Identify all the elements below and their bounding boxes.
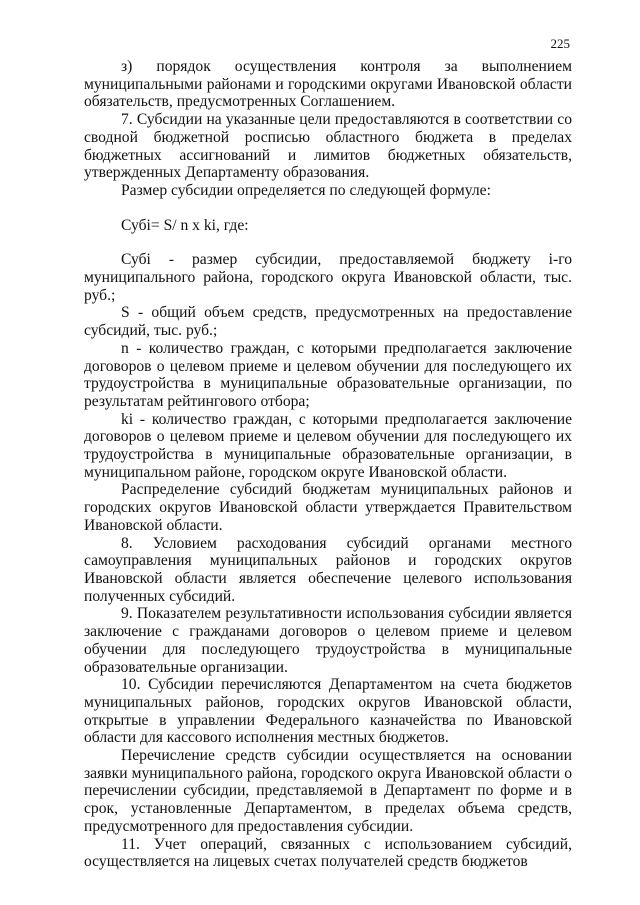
document-body [84, 58, 572, 871]
paragraph-7: 7. Субсидии на указанные цели предоставляются в соответствии со сводной бюджетной росписью областного бюджета в пределах бюджетных ассигнований и лимитов бюджетных обязательств, утвержденных Департаменту образования. [84, 111, 572, 182]
paragraph-8: 8. Условием расходования субсидий органами местного самоуправления муниципальных районов и городских округов Ивановской области является обеспечение целевого использования полученных субсидий. [84, 534, 572, 605]
definition-s: S - общий объем средств, предусмотренных на предоставление субсидий, тыс. руб.; [84, 304, 572, 340]
page-number: 225 [550, 36, 570, 51]
paragraph-10: 10. Субсидии перечисляются Департаментом на счета бюджетов муниципальных районов, городских округов Ивановской области, открытые в управлении Федерального казначейства по Ивановской области для кассового исполнения местных бюджетов. [84, 676, 572, 747]
paragraph-distribution: Распределение субсидий бюджетам муниципальных районов и городских округов Ивановской области утверждается Правительством Ивановской области. [84, 481, 572, 534]
definition-n: n - количество граждан, с которыми предполагается заключение договоров о целевом приеме и целевом обучении для последующего их трудоустройства в муниципальные образовательные организации, по результатам рейтингового отбора; [84, 339, 572, 410]
paragraph-item-z: з) порядок осуществления контроля за выполнением муниципальными районами и городскими округами Ивановской области обязательств, предусмотренных Соглашением. [84, 58, 572, 111]
paragraph-11: 11. Учет операций, связанных с использованием субсидий, осуществляется на лицевых счетах получателей средств бюджетов [84, 835, 572, 871]
paragraph-transfer: Перечисление средств субсидии осуществляется на основании заявки муниципального района, городского округа Ивановской области о перечислении субсидии, представляемой в Департамент по форме и в срок, установленные Департаментом, в пределах объема средств, предусмотренного для предоставления субсидии. [84, 747, 572, 835]
paragraph-9: 9. Показателем результативности использования субсидии является заключение с гражданами договоров о целевом приеме и целевом обучении для последующего трудоустройства в муниципальные образовательные организации. [84, 605, 572, 676]
paragraph-formula-intro: Размер субсидии определяется по следующей формуле: [121, 181, 491, 199]
formula: Субi= S/ n x ki, где: [121, 216, 249, 234]
definition-sub-i: Субi - размер субсидии, предоставляемой бюджету i-го муниципального района, городского округа Ивановской области, тыс. руб.; [84, 251, 572, 304]
definition-k-i: ki - количество граждан, с которыми предполагается заключение договоров о целевом приеме и целевом обучении для последующего их трудоустройства в муниципальные образовательные организации, в муниципальном районе, городском округе Ивановской области. [84, 410, 572, 481]
